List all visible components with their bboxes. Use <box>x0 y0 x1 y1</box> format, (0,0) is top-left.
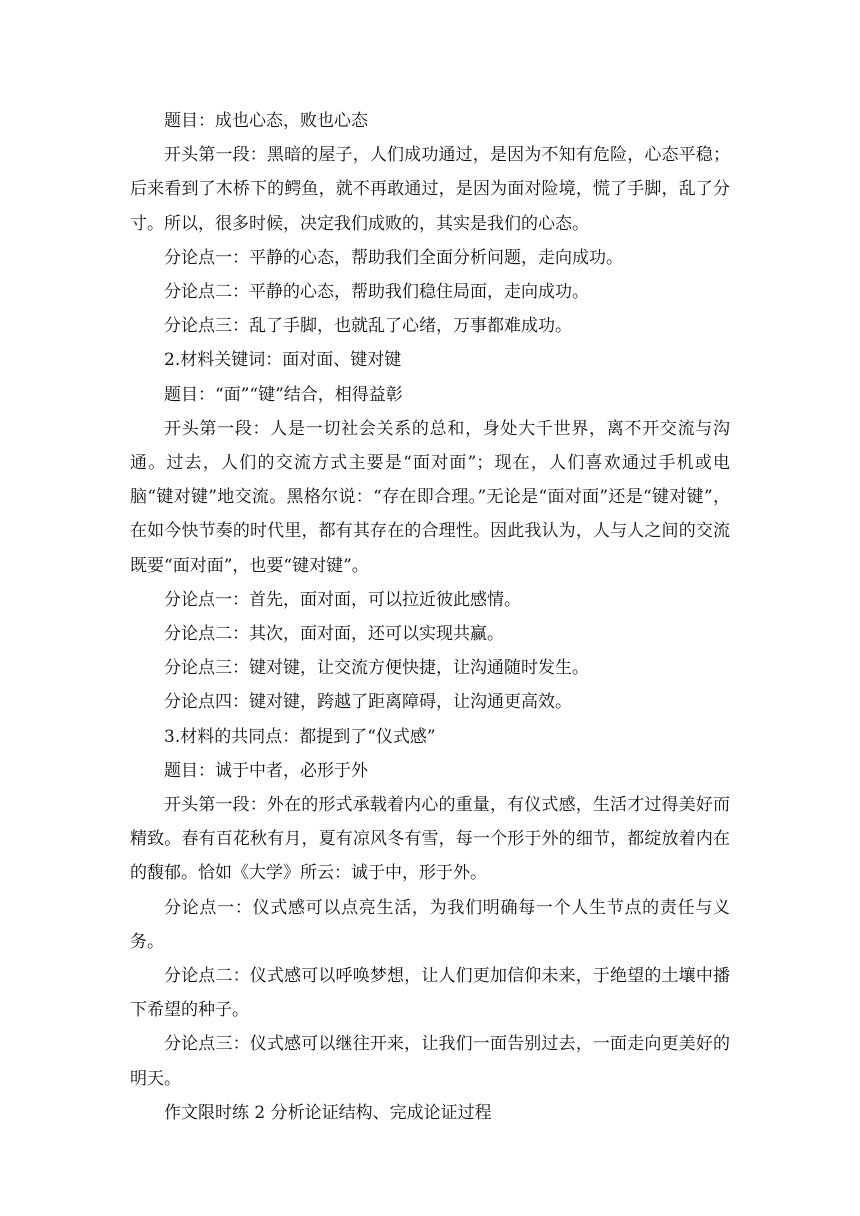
paragraph-point-3-1: 分论点一：仪式感可以点亮生活，为我们明确每一个人生节点的责任与义务。 <box>130 897 730 952</box>
paragraph-point-1-2: 分论点二：平静的心态，帮助我们稳住局面，走向成功。 <box>164 282 589 303</box>
paragraph-point-1-1: 分论点一：平静的心态，帮助我们全面分析问题，走向成功。 <box>164 247 623 268</box>
paragraph-point-2-3: 分论点三：键对键，让交流方便快捷，让沟通随时发生。 <box>164 658 589 679</box>
paragraph-title-1: 题目：成也心态，败也心态 <box>164 111 368 131</box>
paragraph-point-3-3: 分论点三：仪式感可以继往开来，让我们一面告别过去，一面走向更美好的明天。 <box>130 1034 730 1089</box>
section-heading-3: 3.材料的共同点：都提到了“仪式感” <box>164 726 436 747</box>
paragraph-point-2-4: 分论点四：键对键，跨越了距离障碍，让沟通更高效。 <box>164 692 572 713</box>
paragraph-point-2-2: 分论点二：其次，面对面，还可以实现共赢。 <box>164 624 504 645</box>
paragraph-opening-3: 开头第一段：外在的形式承载着内心的重量，有仪式感，生活才过得美好而精致。春有百花秋有月，夏有凉风冬有雪，每一个形于外的细节，都绽放着内在的馥郁。恰如《大学》所云：诚于中，形于外。 <box>130 795 730 884</box>
paragraph-title-2: 题目：“面”“键”结合，相得益彰 <box>164 384 403 405</box>
exercise-heading: 作文限时练 2 分析论证结构、完成论证过程 <box>164 1102 492 1123</box>
paragraph-opening-2: 开头第一段：人是一切社会关系的总和，身处大千世界，离不开交流与沟通。过去，人们的交流方式主要是“面对面”；现在，人们喜欢通过手机或电脑“键对键”地交流。黑格尔说：“存在即合理。”无论是“面对面”还是“键对键”，在如今快节奏的时代里，都有其存在的合理性。因此我认为，人与人之间的交流既要“面对面”，也要“键对键”。 <box>130 418 730 576</box>
section-heading-2: 2.材料关键词：面对面、键对键 <box>164 350 402 371</box>
paragraph-title-3: 题目：诚于中者，必形于外 <box>164 760 368 781</box>
document-body <box>130 104 730 1130</box>
paragraph-point-3-2: 分论点二：仪式感可以呼唤梦想，让人们更加信仰未来，于绝望的土壤中播下希望的种子。 <box>130 966 730 1021</box>
paragraph-opening-1: 开头第一段：黑暗的屋子，人们成功通过，是因为不知有危险，心态平稳；后来看到了木桥下的鳄鱼，就不再敢通过，是因为面对险境，慌了手脚，乱了分寸。所以，很多时候，决定我们成败的，其实是我们的心态。 <box>130 145 730 234</box>
paragraph-point-2-1: 分论点一：首先，面对面，可以拉近彼此感情。 <box>164 589 521 610</box>
paragraph-point-1-3: 分论点三：乱了手脚，也就乱了心绪，万事都难成功。 <box>164 316 572 337</box>
